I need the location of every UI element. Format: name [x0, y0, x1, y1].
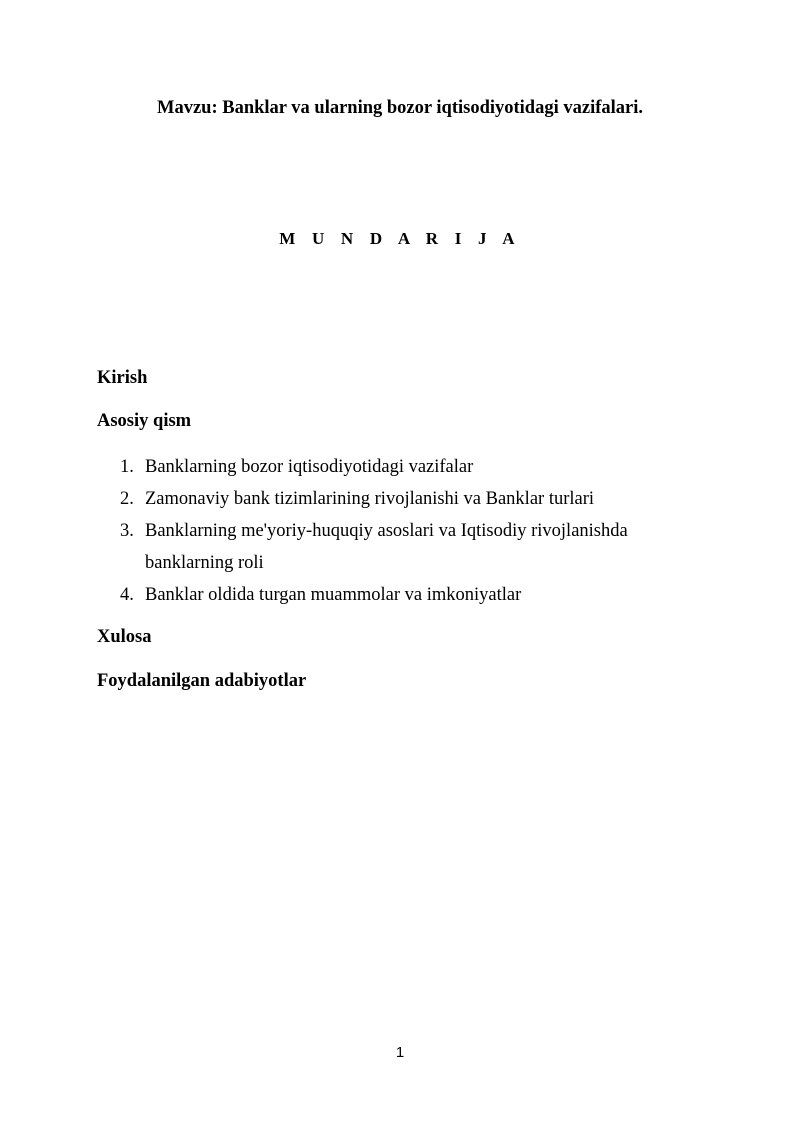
toc-subsection-list — [0, 451, 800, 611]
toc-item-text: Zamonaviy bank tizimlarining rivojlanishi va Banklar turlari — [145, 489, 595, 509]
document-topic: Mavzu: Banklar va ularning bozor iqtisodiyotidagi vazifalari. — [156, 98, 643, 118]
toc-item-text: Banklar oldida turgan muammolar va imkoniyatlar — [145, 585, 522, 605]
toc-subsection-item — [0, 483, 665, 515]
page-number: 1 — [395, 1044, 405, 1061]
toc-item-number: 1. — [120, 457, 134, 477]
toc-item-number: 3. — [120, 521, 134, 541]
toc-entry-intro: Kirish — [97, 368, 148, 388]
toc-item-text: Banklarning me'yoriy-huquqiy asoslari va Iqtisodiy rivojlanishda banklarning roli — [145, 521, 628, 573]
toc-heading: M U N D A R I J A — [279, 229, 521, 248]
toc-entry-references: Foydalanilgan adabiyotlar — [97, 671, 307, 691]
toc-item-number: 2. — [120, 489, 134, 509]
toc-item-text: Banklarning bozor iqtisodiyotidagi vazifalar — [145, 457, 474, 477]
toc-entry-main-part: Asosiy qism — [97, 411, 192, 431]
toc-subsection-item — [0, 451, 665, 483]
toc-subsection-item — [0, 579, 665, 611]
toc-entry-conclusion: Xulosa — [97, 627, 152, 647]
toc-item-number: 4. — [120, 585, 134, 605]
toc-subsection-item — [0, 515, 665, 579]
